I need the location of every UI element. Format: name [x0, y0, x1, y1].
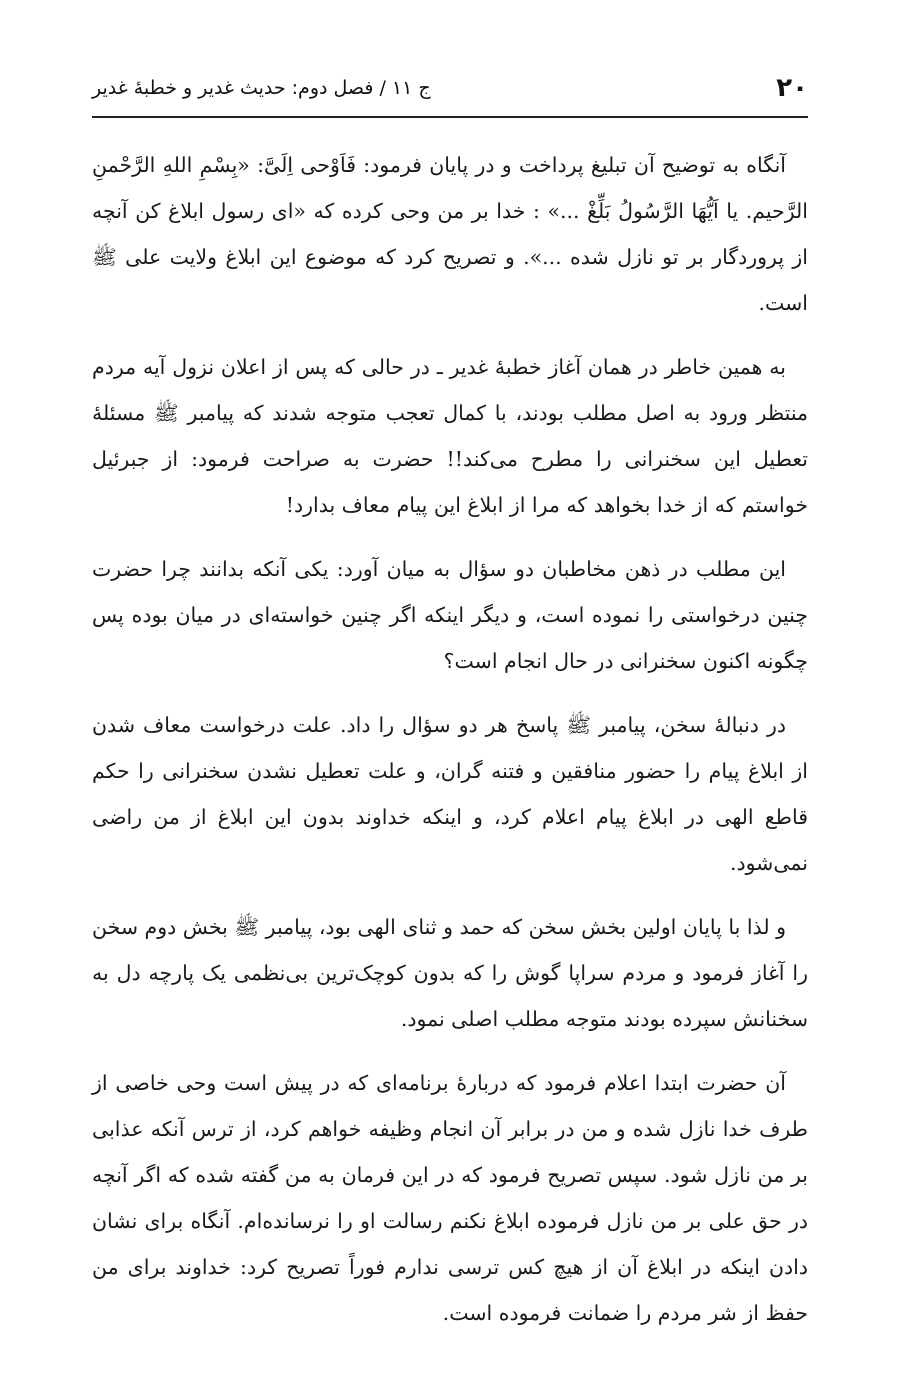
page-header — [92, 60, 808, 118]
body-text — [92, 142, 808, 1336]
running-title: ج ۱۱ / فصل دوم: حدیث غدیر و خطبهٔ غدیر — [92, 77, 431, 99]
paragraph-6: آن حضرت ابتدا اعلام فرمود که دربارهٔ برنامه‌ای که در پیش است وحی خاصی از طرف خدا نازل شده و من در برابر آن انجام وظیفه خواهم کرد، از ترس آنکه عذابی بر من نازل شود. سپس تصریح فرمود که در این فرمان به من گفته شده که اگر آنچه در حق علی بر من نازل فرموده ابلاغ نکنم رسالت او را نرسانده‌ام. آنگاه برای نشان دادن اینکه در ابلاغ آن از هیچ کس ترسی ندارم فوراً تصریح کرد: خداوند برای من حفظ از شر مردم را ضمانت فرموده است. — [92, 1071, 808, 1325]
paragraph-2: به همین خاطر در همان آغاز خطبهٔ غدیر ـ در حالی که پس از اعلان نزول آیه مردم منتظر ورود به اصل مطلب بودند، با کمال تعجب متوجه شدند که پیامبر ﷺ مسئلهٔ تعطیل این سخنرانی را مطرح می‌کند!! حضرت به صراحت فرمود: از جبرئیل خواستم که از خدا بخواهد که مرا از ابلاغ این پیام معاف بدارد! — [92, 355, 808, 517]
paragraph-4: در دنبالهٔ سخن، پیامبر ﷺ پاسخ هر دو سؤال را داد. علت درخواست معاف شدن از ابلاغ پیام را حضور منافقین و فتنه گران، و علت تعطیل نشدن سخنرانی را حکم قاطع الهی در ابلاغ پیام اعلام کرد، و اینکه خداوند بدون این ابلاغ از من راضی نمی‌شود. — [92, 713, 808, 875]
paragraph-3: این مطلب در ذهن مخاطبان دو سؤال به میان آورد: یکی آنکه بدانند چرا حضرت چنین درخواستی را نموده است، و دیگر اینکه اگر چنین خواسته‌ای در میان بوده پس چگونه اکنون سخنرانی در حال انجام است؟ — [92, 557, 808, 673]
paragraph-5: و لذا با پایان اولین بخش سخن که حمد و ثنای الهی بود، پیامبر ﷺ بخش دوم سخن را آغاز فرمود و مردم سراپا گوش را که بدون کوچک‌ترین بی‌نظمی یک پارچه دل به سخنانش سپرده بودند متوجه مطلب اصلی نمود. — [92, 915, 808, 1031]
page-number: ۲۰ — [776, 73, 808, 103]
book-page — [92, 60, 808, 1350]
paragraph-1: آنگاه به توضیح آن تبلیغ پرداخت و در پایان فرمود: فَاَوْحى اِلَیَّ: «بِسْمِ اللهِ الرَّحْمنِ الرَّحیم. یا اَیُّهَا الرَّسُولُ بَلِّغْ ...» : خدا بر من وحی کرده که «ای رسول ابلاغ کن آنچه از پروردگار بر تو نازل شده ...». و تصریح کرد که موضوع این ابلاغ ولایت علی ﷺ است. — [92, 153, 808, 315]
